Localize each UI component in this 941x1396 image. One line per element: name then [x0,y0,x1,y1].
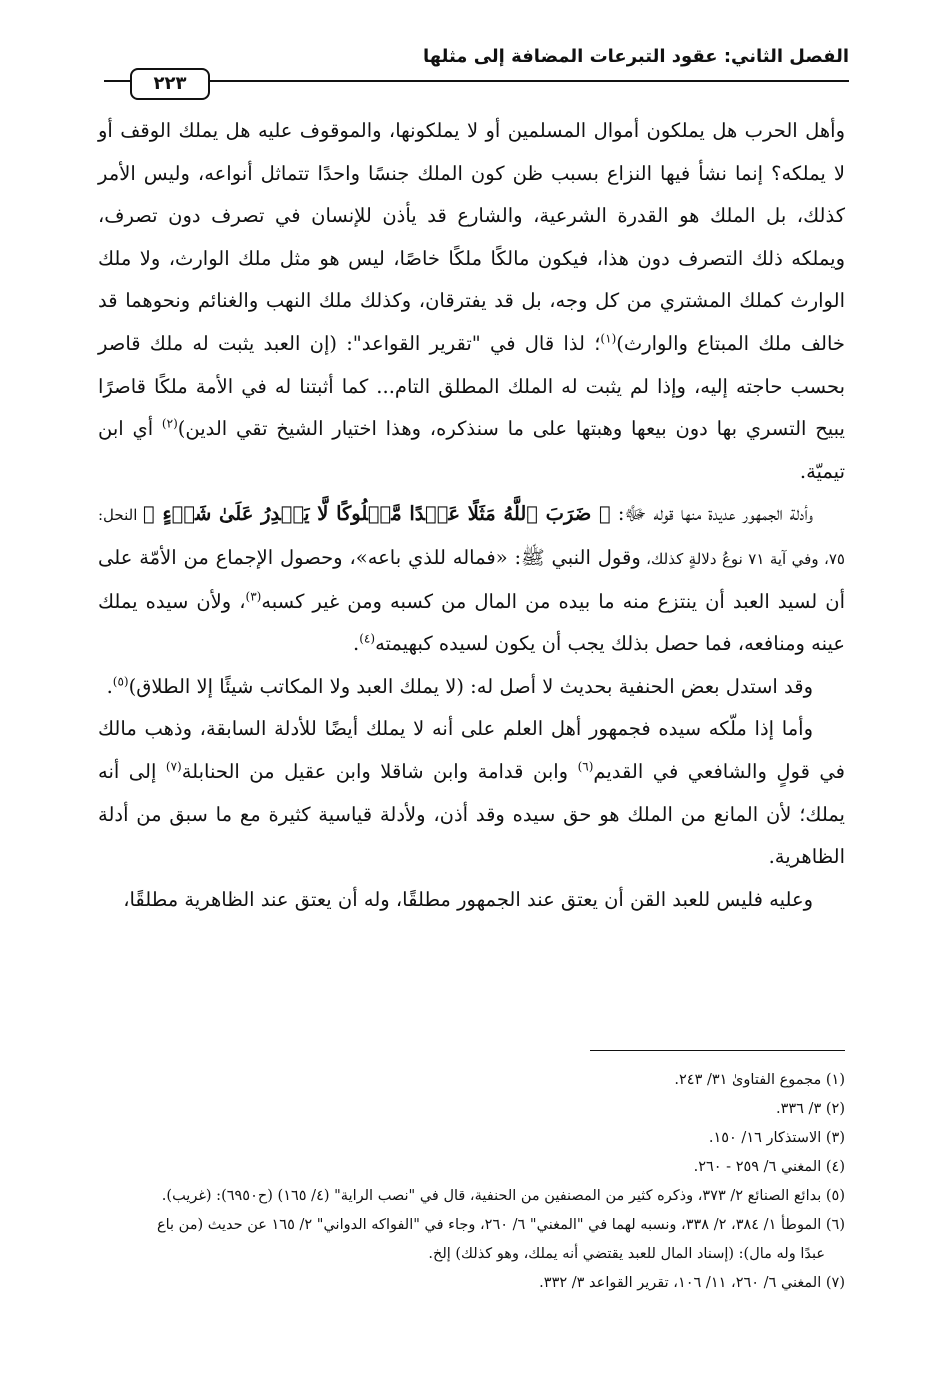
paragraph-3-end: . [106,674,113,698]
paragraph-4 [98,708,845,878]
footnote-rule [590,1050,845,1051]
paragraph-5: وعليه فليس للعبد القن أن يعتق عند الجمهور مطلقًا، وله أن يعتق عند الظاهرية مطلقًا، [123,887,813,911]
footnote-2: (٢) ٣/ ٣٣٦. [775,1101,845,1117]
paragraph-2-rest2: ، ولأن سيده يملك عينه ومنافعه، فما حصل بذلك يجب أن يكون لسيده كبهيمته [98,589,845,656]
paragraph-4-end: إلى أنه يملك؛ لأن المانع من الملك هو حق سيده وقد أذن، ولأدلة قياسية كثيرة مع ما سبق من أدلة الظاهرية. [98,759,845,869]
paragraph-2-end: . [353,632,360,656]
footnote-ref-5[interactable]: (٥) [112,674,129,689]
footnote-5: (٥) بدائع الصنائع ٢/ ٣٧٣، وذكره كثير من المصنفين من الحنفية، قال في "نصب الراية" (٤/ ١٦٥) (ح٦٩٥٠): (غريب). [161,1188,845,1204]
footnote-4: (٤) المغني ٦/ ٢٥٩ - ٢٦٠. [693,1159,845,1175]
footnote-ref-6[interactable]: (٦) [577,759,594,774]
footnote-3: (٣) الاستذكار ١٦/ ١٥٠. [708,1130,845,1146]
footnote-6-continued: عبدًا وله مال): (إسناد المال للعبد يقتضي أنه يملك، وهو كذلك) إلخ. [428,1246,825,1262]
paragraph-3 [98,666,845,709]
footnotes [98,1066,845,1298]
footnote-1: (١) مجموع الفتاوىٰ ٣١/ ٢٤٣. [674,1072,845,1088]
paragraph-1 [98,110,845,493]
paragraph-2-start: وأدلة الجمهور عديدة منها قوله ﷻ: [610,502,814,526]
paragraph-1-tail: ؛ لذا قال في "تقرير القواعد": (إن العبد يثبت له ملك قاصر بحسب حاجته إليه، وإذا لم يثبت له الملك المطلق التام... كما أثبتنا له في الأمة ملكًا قاصرًا يبيح التسري بها دون بيعها وهبتها على ما سنذكره، وهذا اختيار الشيخ تقي الدين) [98,331,845,441]
footnote-ref-2[interactable]: (٢) [161,416,178,431]
footnote-ref-7[interactable]: (٧) [165,759,182,774]
quran-verse: ﴿ ضَرَبَ ٱللَّهُ مَثَلًا عَبۡدًا مَّمۡلُوكًا لَّا يَقۡدِرُ عَلَىٰ شَيۡءٍ ﴾ [143,502,611,526]
paragraph-1-text: وأهل الحرب هل يملكون أموال المسلمين أو لا يملكونها، والموقوف عليه هل يملك الوقف أو لا يملكه؟ إنما نشأ فيها النزاع بسبب ظن كون الملك جنسًا واحدًا تتماثل أنواعه، وليس الأمر كذلك، بل الملك هو القدرة الشرعية، والشارع قد يأذن للإنسان في تصرف دون تصرف، ويملكه ذلك التصرف دون هذا، فيكون مالكًا ملكًا خاصًا، ليس هو مثل ملك الوارث، ولا ملك الوارث كملك المشتري من كل وجه، بل قد يفترقان، وكذلك ملك النهب والغنائم ونحوهما قد خالف ملك المبتاع والوارث) [98,119,845,355]
paragraph-2 [98,493,845,665]
header-rule [104,80,849,82]
paragraph-4-mid: وابن قدامة وابن شاقلا وابن عقيل من الحنابلة [181,759,578,783]
footnote-ref-3[interactable]: (٣) [245,589,262,604]
footnote-ref-1[interactable]: (١) [600,331,617,346]
footnote-ref-4[interactable]: (٤) [359,631,376,646]
paragraph-1-end: أي ابن تيميّة. [98,417,845,483]
footnote-7: (٧) المغني ٦/ ٢٦٠، ١١/ ١٠٦، تقرير القواعد ٣/ ٣٣٢. [539,1275,845,1291]
footnote-6: (٦) الموطأ ١/ ٣٨٤، ٢/ ٣٣٨، ونسبه لهما في "المغني" ٦/ ٢٦٠، وجاء في "الفواكه الدواني" ٢/ ١٦٥ عن حديث (من باع [156,1217,845,1233]
body-text [98,110,845,921]
paragraph-4-start: وأما إذا ملّكه سيده فجمهور أهل العلم على أنه لا يملك أيضًا للأدلة السابقة، وذهب مالك في قولٍ والشافعي في القديم [98,717,845,783]
verse-source: النحل: ٧٥، وفي آية ٧١ نوعُ دلالةٍ كذلك، [98,506,845,568]
paragraph-2-rest: وقول النبي ﷺ: «فماله للذي باعه»، وحصول الإجماع من الأمّة على أن لسيد العبد أن ينتزع منه ما بيده من المال من كسبه ومن غير كسبه [98,545,846,613]
page-number: ٢٢٣ [130,68,210,100]
running-header: الفصل الثاني: عقود التبرعات المضافة إلى مثلها [422,46,849,67]
paragraph-3-text: وقد استدل بعض الحنفية بحديث لا أصل له: (لا يملك العبد ولا المكاتب شيئًا إلا الطلاق) [128,674,813,698]
